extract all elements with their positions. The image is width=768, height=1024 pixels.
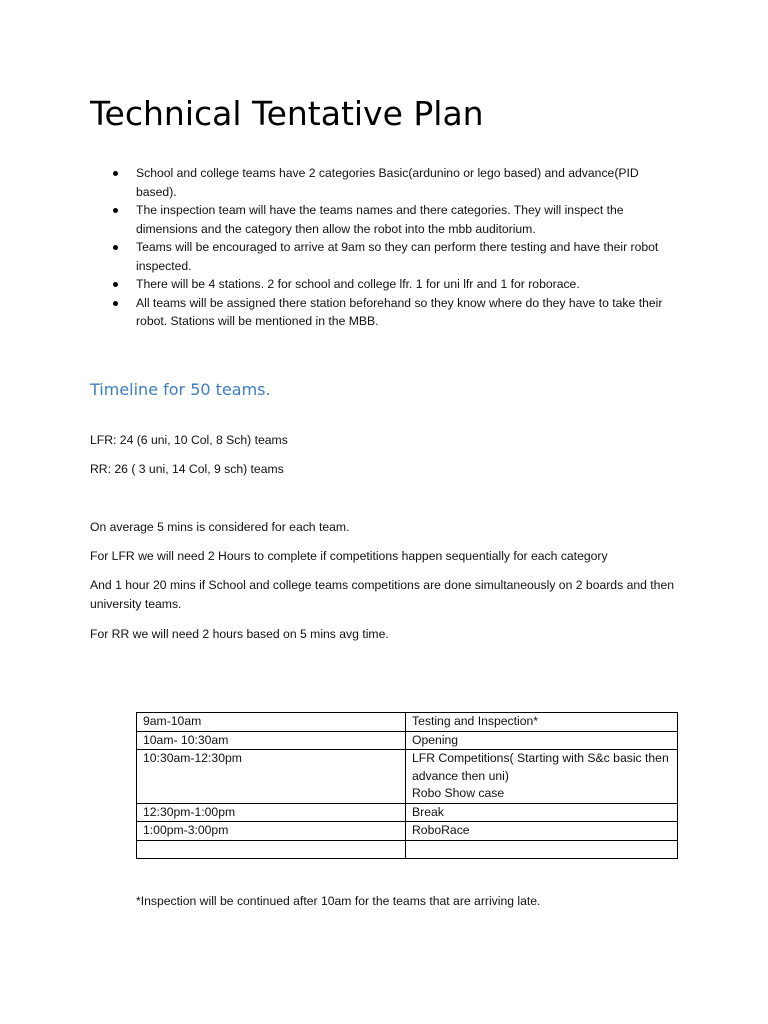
rr-count-text: RR: 26 ( 3 uni, 14 Col, 9 sch) teams — [90, 462, 284, 476]
timeline-heading: Timeline for 50 teams. — [90, 380, 271, 399]
bullet-dot-icon — [113, 245, 118, 250]
footnote-text: *Inspection will be continued after 10am for the teams that are arriving late. — [136, 894, 541, 908]
activity-cell: RoboRace — [406, 822, 678, 841]
bullet-dot-icon — [113, 208, 118, 213]
bullet-text: The inspection team will have the teams names and there categories. They will inspect the dimensions and the category then allow the robot into the mbb auditorium. — [136, 203, 624, 236]
bullet-text: All teams will be assigned there station beforehand so they know where do they have to take their robot. Stations will be mentioned in the MBB. — [136, 295, 663, 328]
bullet-item — [90, 275, 680, 294]
bullet-list — [90, 164, 680, 331]
bullet-item — [90, 201, 680, 238]
bullet-text: Teams will be encouraged to arrive at 9am so they can perform there testing and have their robot inspected. — [136, 240, 659, 273]
time-cell — [137, 840, 406, 858]
avg-time-text: On average 5 mins is considered for each team. — [90, 520, 350, 534]
activity-cell: Break — [406, 803, 678, 822]
document-title: Technical Tentative Plan — [90, 94, 484, 133]
table-row — [137, 713, 678, 732]
time-cell: 10:30am-12:30pm — [137, 750, 406, 804]
bullet-item — [90, 238, 680, 275]
activity-cell — [406, 840, 678, 858]
time-cell: 9am-10am — [137, 713, 406, 732]
schedule-table — [136, 712, 678, 859]
table-row — [137, 750, 678, 804]
rr-time-text: For RR we will need 2 hours based on 5 mins avg time. — [90, 627, 389, 641]
activity-extra-text: Robo Show case — [412, 786, 505, 800]
bullet-item — [90, 294, 680, 331]
bullet-text: School and college teams have 2 categories Basic(ardunino or lego based) and advance(PID based). — [136, 166, 639, 199]
bullet-dot-icon — [113, 282, 118, 287]
lfr-sequential-text: For LFR we will need 2 Hours to complete if competitions happen sequentially for each category — [90, 549, 608, 563]
activity-text: LFR Competitions( Starting with S&c basic then advance then uni) — [412, 751, 669, 783]
time-cell: 10am- 10:30am — [137, 731, 406, 750]
table-row — [137, 803, 678, 822]
activity-cell: Opening — [406, 731, 678, 750]
table-row — [137, 731, 678, 750]
bullet-dot-icon — [113, 301, 118, 306]
bullet-text: There will be 4 stations. 2 for school and college lfr. 1 for uni lfr and 1 for roborace. — [136, 277, 580, 291]
table-row — [137, 840, 678, 858]
bullet-dot-icon — [113, 171, 118, 176]
time-cell: 1:00pm-3:00pm — [137, 822, 406, 841]
activity-cell — [406, 750, 678, 804]
time-cell: 12:30pm-1:00pm — [137, 803, 406, 822]
activity-cell: Testing and Inspection* — [406, 713, 678, 732]
lfr-simultaneous-text: And 1 hour 20 mins if School and college teams competitions are done simultaneously on 2 boards and then university teams. — [90, 578, 675, 611]
lfr-count-text: LFR: 24 (6 uni, 10 Col, 8 Sch) teams — [90, 433, 288, 447]
bullet-item — [90, 164, 680, 201]
table-row — [137, 822, 678, 841]
